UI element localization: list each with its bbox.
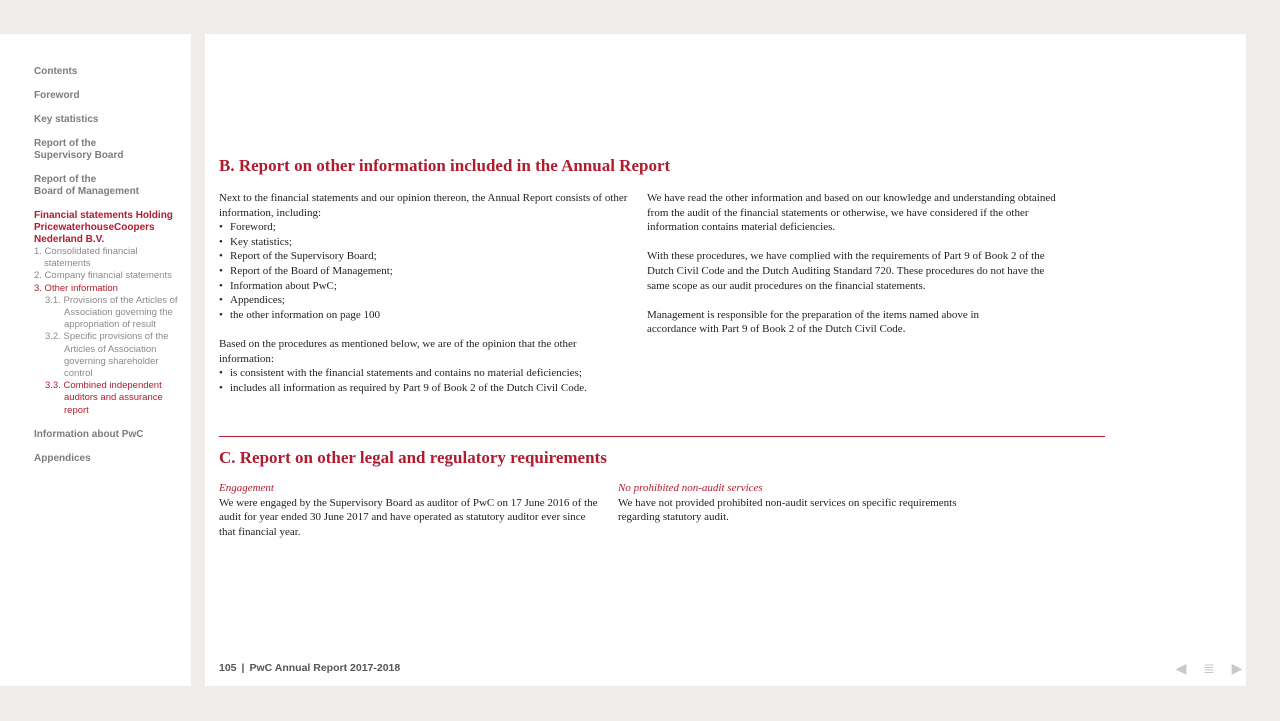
section-b-title: B. Report on other information included in the Annual Report — [219, 156, 671, 175]
list-item: • Report of the Supervisory Board; — [219, 249, 631, 264]
non-audit-text: We have not provided prohibited non-audit services on specific requirements regarding statutory audit. — [618, 496, 957, 524]
nav-subsection-list — [34, 246, 181, 417]
nav-report-supervisory-board[interactable]: Report of the Supervisory Board — [34, 138, 124, 161]
section-b-right-column — [647, 191, 1061, 337]
nav-appendices[interactable]: Appendices — [34, 452, 91, 464]
list-item: • includes all information as required by Part 9 of Book 2 of the Dutch Civil Code. — [219, 381, 631, 396]
list-item: • is consistent with the financial statements and contains no material deficiencies; — [219, 366, 631, 381]
nav-financial-statements[interactable]: Financial statements Holding PricewaterhouseCoopers Nederland B.V. — [34, 210, 173, 245]
list-item: • Appendices; — [219, 293, 631, 308]
nav-sub-other-information[interactable]: 3. Other information — [34, 282, 118, 294]
list-item: • Foreword; — [219, 220, 631, 235]
nav-contents[interactable]: Contents — [34, 66, 78, 77]
table-of-contents-icon[interactable]: ≣ — [1203, 660, 1215, 676]
nav-key-statistics[interactable]: Key statistics — [34, 114, 99, 125]
nav-subsub-3-2[interactable]: 3.2. Specific provisions of the Articles of Association governing shareholder control — [45, 331, 169, 380]
section-b-paragraph: Management is responsible for the preparation of the items named above in accordance with Part 9 of Book 2 of the Dutch Civil Code. — [647, 308, 980, 336]
section-c-title: C. Report on other legal and regulatory requirements — [219, 448, 607, 467]
nav-subsub-3-1[interactable]: 3.1. Provisions of the Articles of Association governing the appropriation of result — [45, 294, 178, 331]
list-item: • the other information on page 100 — [219, 308, 631, 323]
list-item: • Information about PwC; — [219, 279, 631, 294]
section-b-left-column — [219, 191, 631, 395]
nav-sub-company[interactable]: 2. Company financial statements — [34, 270, 172, 282]
document-page — [205, 34, 1246, 686]
previous-page-icon[interactable]: ◀ — [1175, 660, 1187, 676]
page-number: 105 — [219, 662, 237, 674]
nav-sub-consolidated[interactable]: 1. Consolidated financial statements — [34, 246, 138, 270]
report-title: PwC Annual Report 2017-2018 — [249, 662, 401, 674]
sidebar-nav — [0, 34, 191, 686]
non-audit-heading: No prohibited non-audit services — [618, 482, 763, 494]
nav-foreword[interactable]: Foreword — [34, 90, 80, 101]
engagement-block — [219, 481, 603, 539]
nav-subsub-3-3[interactable]: 3.3. Combined independent auditors and assurance report — [45, 380, 163, 416]
non-audit-block — [618, 481, 998, 525]
opinion-list — [219, 366, 631, 395]
other-information-list — [219, 220, 631, 322]
section-b-paragraph: We have read the other information and based on our knowledge and understanding obtained from the audit of the financial statements or otherwise, we have considered if the other information contains material deficiencies. — [647, 192, 1056, 234]
engagement-text: We were engaged by the Supervisory Board as auditor of PwC on 17 June 2016 of the audit for year ended 30 June 2017 and have operated as statutory auditor ever since that financial year. — [219, 496, 598, 538]
nav-report-board-of-management[interactable]: Report of the Board of Management — [34, 174, 140, 197]
page-navigation — [1172, 660, 1246, 677]
section-b-intro: Next to the financial statements and our opinion thereon, the Annual Report consists of other information, including: — [219, 192, 628, 219]
section-b-opinion: Based on the procedures as mentioned below, we are of the opinion that the other information: — [219, 337, 577, 365]
section-divider — [219, 436, 1105, 437]
next-page-icon[interactable]: ▶ — [1231, 660, 1243, 676]
footer-separator: | — [241, 662, 245, 674]
nav-information-about-pwc[interactable]: Information about PwC — [34, 428, 144, 440]
section-b-paragraph: With these procedures, we have complied with the requirements of Part 9 of Book 2 of the Dutch Civil Code and the Dutch Auditing Standard 720. These procedures do not have the same scope as our audit procedures on the financial statements. — [647, 250, 1045, 292]
page-footer — [219, 662, 400, 674]
list-item: • Report of the Board of Management; — [219, 264, 631, 279]
engagement-heading: Engagement — [219, 482, 274, 494]
list-item: • Key statistics; — [219, 235, 631, 250]
